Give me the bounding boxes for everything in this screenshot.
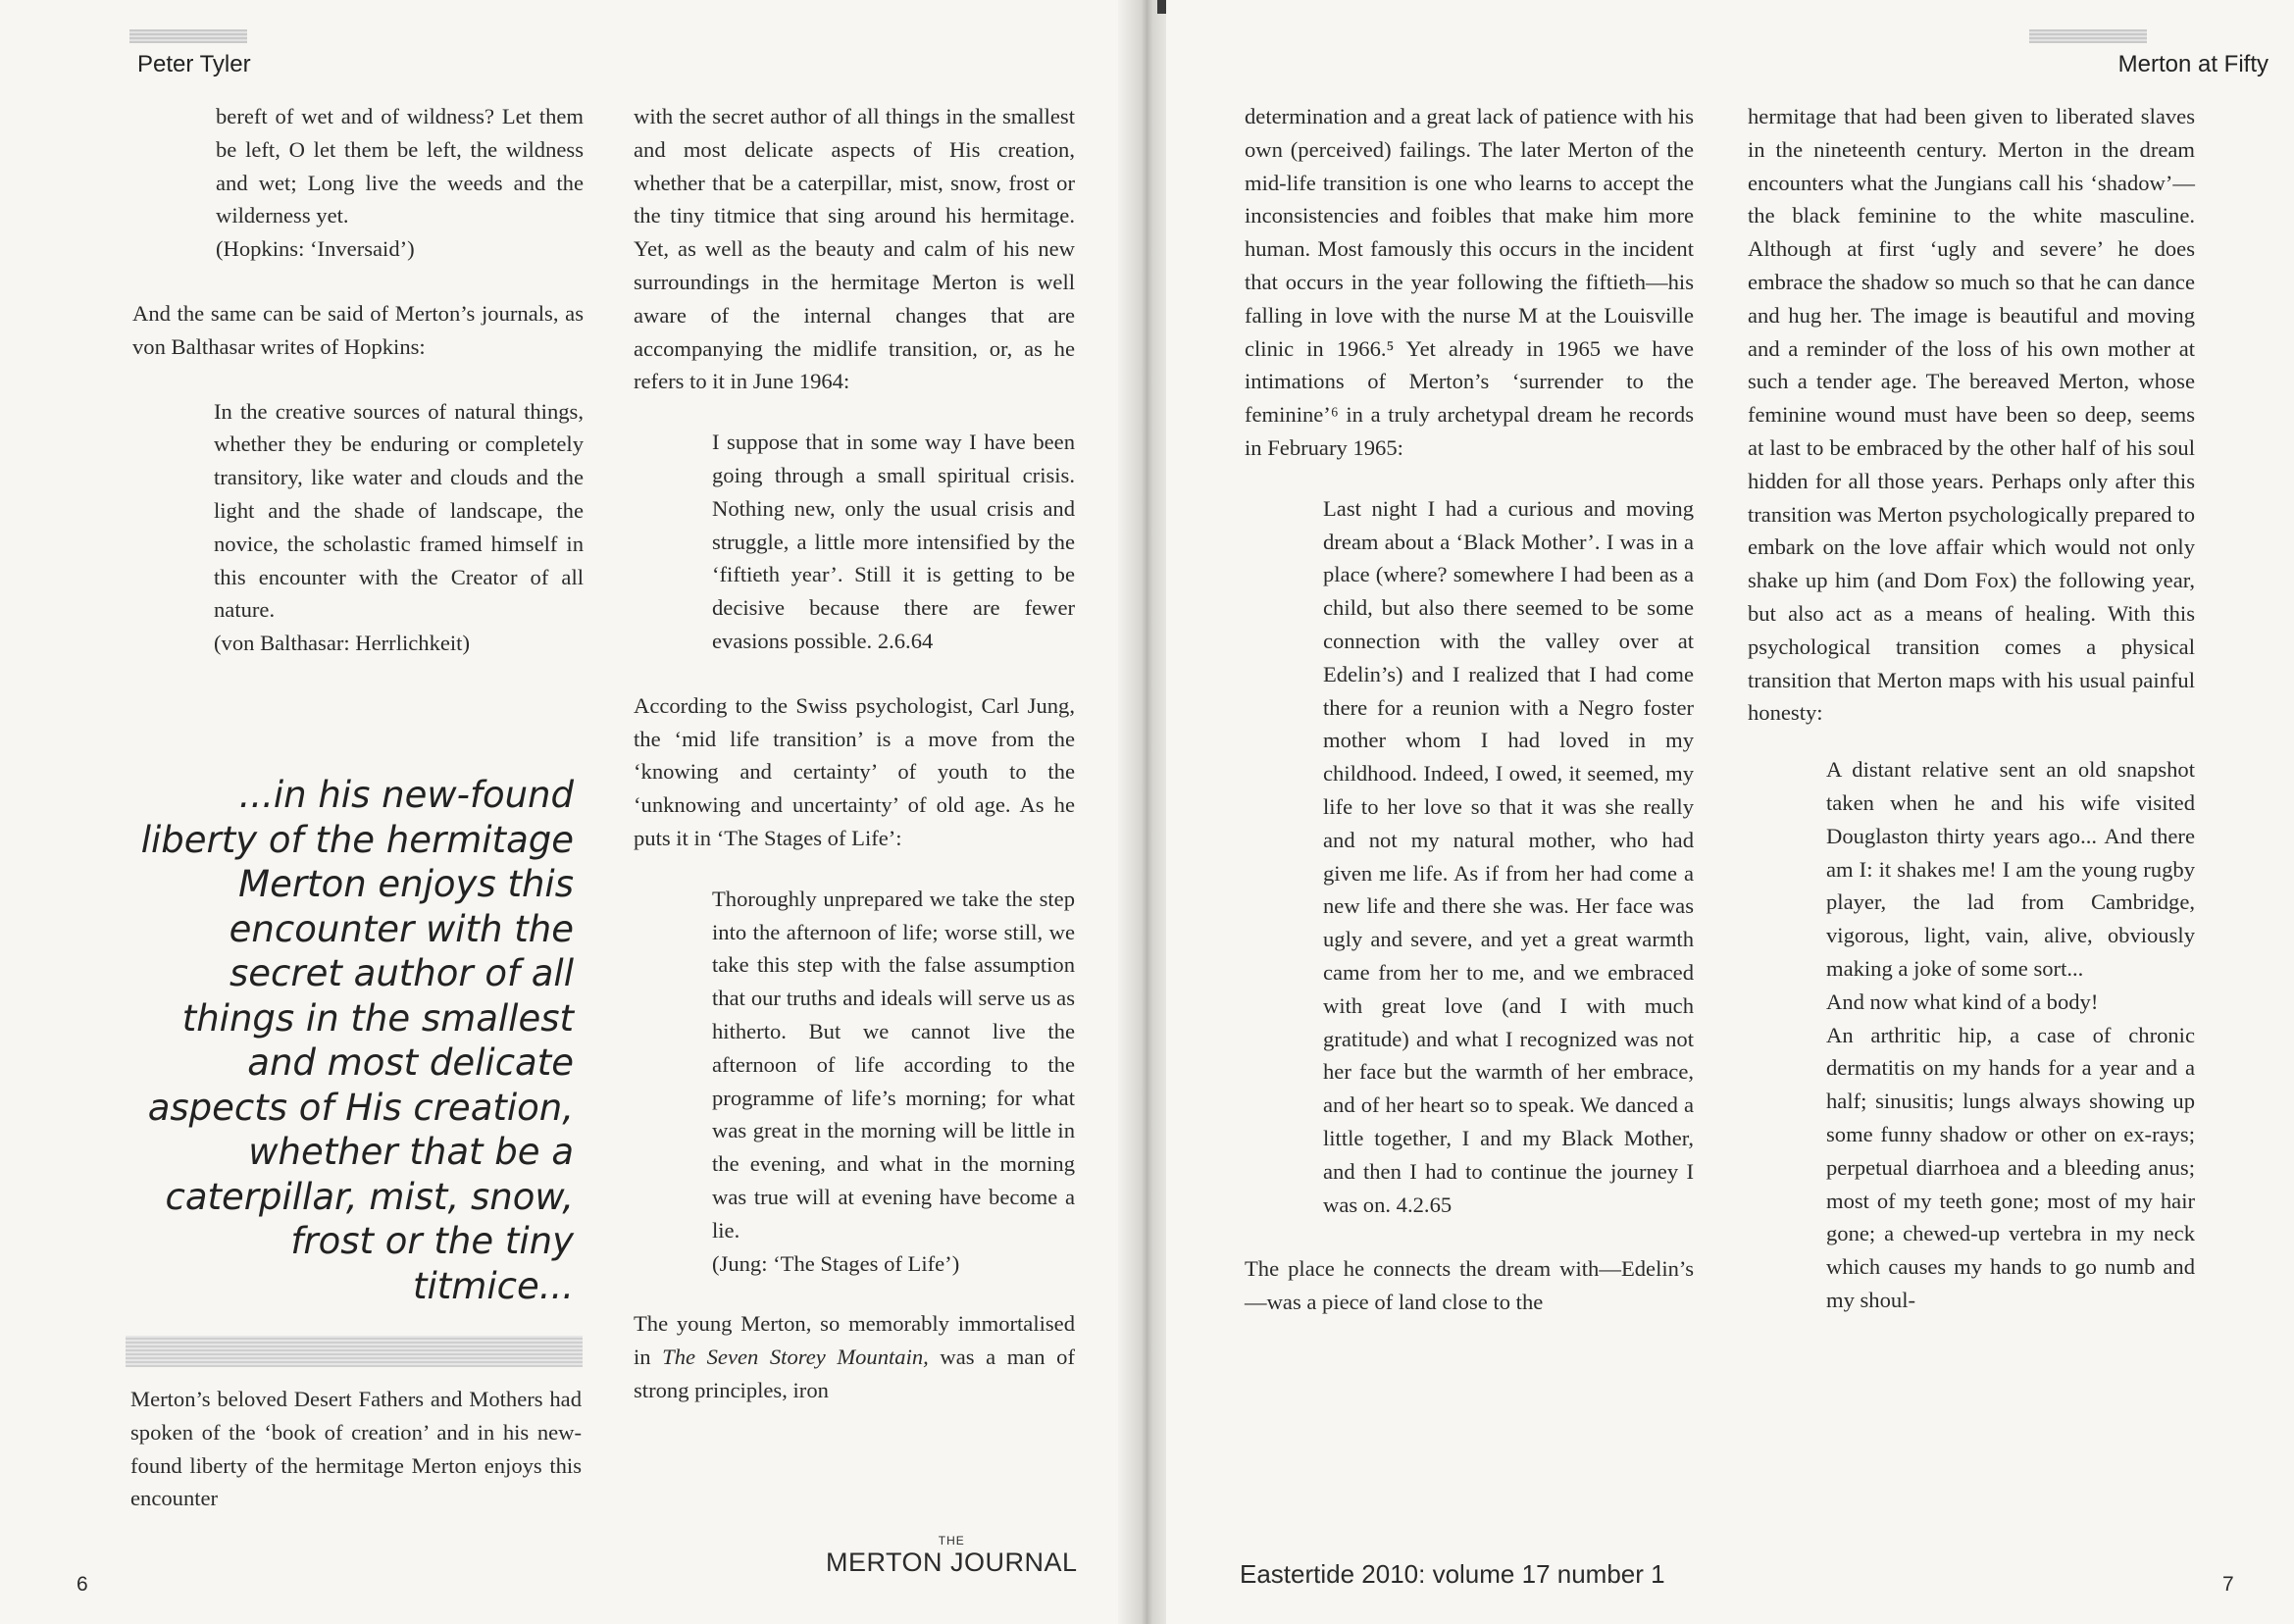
hopkins-quote: bereft of wet and of wildness? Let them be left, O let them be left, the wildness and wet; Long live the weeds and the wilderness yet. <box>216 104 584 228</box>
jung-citation: (Jung: ‘The Stages of Life’) <box>712 1250 960 1276</box>
pull-quote: ...in his new-found liberty of the hermitage Merton enjoys this encounter with the secret author of all things in the smallest and most delicate aspects of His creation, whether that be a caterpillar, mist, snow, frost or the tiny titmice... <box>140 774 574 1307</box>
jung-quote: Thoroughly unprepared we take the step into the afternoon of life; worse still, we take this step with the false assumption that our truths and ideals will serve us as hitherto. But we cannot live the afternoon of life according to the programme of life’s morning; for what was great in the morning will be little in the evening, and what in the morning was true will at evening have become a lie. <box>712 886 1075 1243</box>
snapshot-quote: A distant relative sent an old snapshot taken when he and his wife visited Douglaston thirty years ago... And there am I: it shakes me! I am the young rugby player, the lad from Cambridge, vigorous, light, vain, alive, obviously making a joke of some sort... <box>1826 757 2195 981</box>
running-head-left: Peter Tyler <box>137 51 251 77</box>
book-title: The Seven Storey Mountain, <box>662 1345 929 1370</box>
body-paragraph <box>634 1307 1075 1406</box>
merton-quote: I suppose that in some way I have been going through a small spiritual crisis. Nothing new, only the usual crisis and struggle, a little more intensified by the ‘fiftieth year’. Still it is getting to be decisive because there are fewer evasions possible. 2.6.64 <box>712 430 1075 653</box>
left-column-1-bottom <box>130 1383 582 1515</box>
right-column-1 <box>1245 100 1694 1319</box>
left-column-2 <box>634 100 1075 1407</box>
body-paragraph: determination and a great lack of patience with his own (perceived) failings. The later Merton of the mid-life transition is one who learns to accept the inconsistencies and foibles that make him more human. Most famously this occurs in the incident that occurs in the year following the fiftieth—his falling in love with the nurse M at the Louisville clinic in 1966.⁵ Yet already in 1965 we have intimations of Merton’s ‘surrender to the feminine’⁶ in a truly archetypal dream he records in February 1965: <box>1245 104 1694 460</box>
balthasar-citation: (von Balthasar: Herrlichkeit) <box>214 631 470 656</box>
dream-quote: Last night I had a curious and moving dream about a ‘Black Mother’. I was in a place (where? somewhere I had been as a child, but also there seemed to be some connection with the valley over at Edelin’s) and I realized that I had come there for a reunion with a Negro foster mother whom I had loved in my childhood. Indeed, I owed, it seemed, my life to her love so that it was she really and not my natural mother, who had given me life. As if from her had come a new life and there she was. Her face was ugly and severe, and yet a great warmth came from her to me, and we embraced with great love (and I with much gratitude) and what I recognized was not her face but the warmth of her embrace, and of her heart so to speak. We danced a little together, I and my Black Mother, and then I had to continue the journey I was on. 4.2.65 <box>1323 495 1694 1217</box>
journal-logo-name: MERTON JOURNAL <box>826 1548 1078 1577</box>
text-run: was a man of strong principles, iron <box>634 1345 1075 1402</box>
issue-info: Eastertide 2010: volume 17 number 1 <box>1240 1559 1665 1589</box>
header-bar-right <box>2029 29 2147 43</box>
text-run: The young Merton, so memorably immortalised in <box>634 1311 1075 1370</box>
balthasar-quote: In the creative sources of natural things, whether they be enduring or completely transitory, like water and clouds and the light and the shade of landscape, the novice, the scholastic framed himself in this encounter with the Creator of all nature. <box>214 398 584 623</box>
right-page <box>1166 0 2294 1624</box>
page-number-left: 6 <box>76 1573 88 1596</box>
body-paragraph: And the same can be said of Merton’s journals, as von Balthasar writes of Hopkins: <box>132 300 584 359</box>
body-paragraph: The place he connects the dream with—Edelin’s—was a piece of land close to the <box>1245 1256 1694 1315</box>
header-bar-left <box>129 29 247 43</box>
running-head-right: Merton at Fifty <box>2117 51 2269 77</box>
snapshot-quote-line: And now what kind of a body! <box>1826 989 2099 1014</box>
pull-quote-bar <box>126 1336 583 1367</box>
hopkins-citation: (Hopkins: ‘Inversaid’) <box>216 236 415 262</box>
left-page <box>0 0 1128 1624</box>
journal-logo-the: THE <box>938 1534 965 1548</box>
right-column-2 <box>1748 100 2195 1317</box>
body-paragraph: Merton’s beloved Desert Fathers and Mothers had spoken of the ‘book of creation’ and in his new-found liberty of the hermitage Merton enjoys this encounter <box>130 1387 582 1511</box>
journal-logo <box>826 1534 1078 1578</box>
snapshot-quote-cont: An arthritic hip, a case of chronic dermatitis on my hands for a year and a half; sinusitis; lungs always showing up some funny shadow or other on ex-rays; perpetual diarrhoea and a bleeding anus; most of my teeth gone; most of my hair gone; a chewed-up vertebra in my neck which causes my hands to go numb and my shoul- <box>1826 1022 2195 1312</box>
body-paragraph: According to the Swiss psychologist, Carl Jung, the ‘mid life transition’ is a move from the ‘knowing and certainty’ of youth to the ‘unknowing and uncertainty’ of old age. As he puts it in ‘The Stages of Life’: <box>634 692 1075 850</box>
body-paragraph: hermitage that had been given to liberated slaves in the nineteenth century. Merton in the dream encounters what the Jungians call his ‘shadow’—the black feminine to the white masculine. Although at first ‘ugly and severe’ he does embrace the shadow so much so that he can dance and hug her. The image is beautiful and moving and a reminder of the loss of his own mother at such a tender age. The bereaved Merton, whose feminine wound must have been so deep, seems at last to be embraced by the other half of his soul hidden for all those years. Perhaps only after this transition was Merton psychologically prepared to embark on the love affair which would not only shake up him (and Dom Fox) the following year, but also act as a means of healing. With this psychological transition comes a physical transition that Merton maps with his usual painful honesty: <box>1748 104 2195 726</box>
left-column-1 <box>132 100 584 660</box>
page-number-right: 7 <box>2222 1573 2234 1596</box>
body-paragraph: with the secret author of all things in the smallest and most delicate aspects of His creation, whether that be a caterpillar, mist, snow, frost or the tiny titmice that sing around his hermitage. Yet, as well as the beauty and calm of his new surroundings in the hermitage Merton is well aware of the internal changes that are accompanying the midlife transition, or, as he refers to it in June 1964: <box>634 104 1075 394</box>
